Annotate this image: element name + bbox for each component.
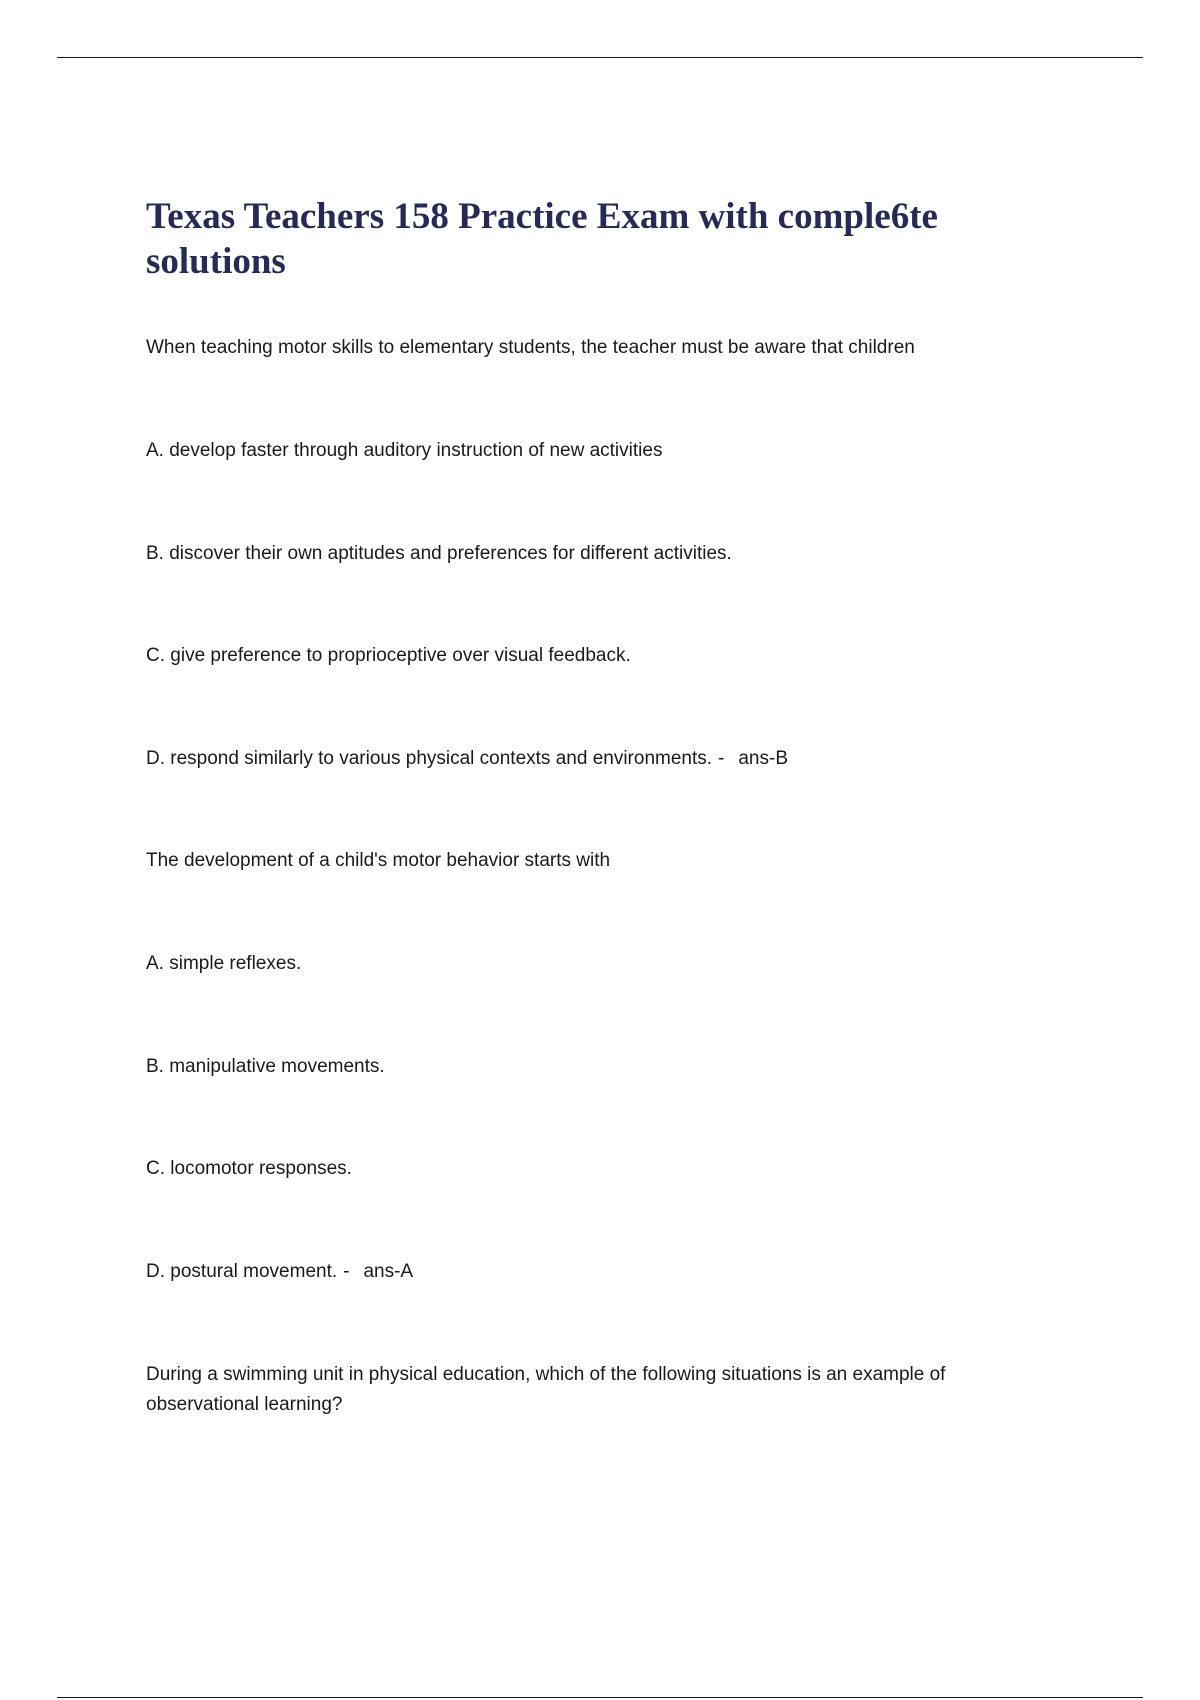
header-rule — [57, 57, 1143, 58]
document-title: Texas Teachers 158 Practice Exam with comple6te solutions — [146, 196, 938, 282]
question-2-option-a: A. simple reflexes. — [146, 953, 302, 974]
question-2-option-b: B. manipulative movements. — [146, 1056, 385, 1077]
question-1-option-d: D. respond similarly to various physical contexts and environments. — [146, 748, 713, 769]
question-2-prompt: The development of a child's motor behavior starts with — [146, 850, 611, 871]
question-1-answer-separator: - — [718, 748, 725, 769]
question-1-prompt: When teaching motor skills to elementary students, the teacher must be aware that children — [146, 337, 915, 358]
question-2-option-c: C. locomotor responses. — [146, 1158, 352, 1179]
question-3-prompt: During a swimming unit in physical education, which of the following situations is an example of observational learning? — [146, 1364, 946, 1415]
question-1-option-b: B. discover their own aptitudes and preferences for different activities. — [146, 543, 732, 564]
question-1-option-c: C. give preference to proprioceptive over visual feedback. — [146, 645, 631, 666]
question-1-option-a: A. develop faster through auditory instruction of new activities — [146, 440, 663, 461]
question-1-option-d-row — [146, 744, 1046, 774]
question-2-answer: ans-A — [363, 1261, 414, 1282]
footer-rule — [57, 1697, 1143, 1698]
question-2-answer-separator: - — [343, 1261, 350, 1282]
question-2-option-d: D. postural movement. — [146, 1261, 338, 1282]
question-1-answer: ans-B — [738, 748, 788, 769]
question-2-option-d-row — [146, 1257, 1046, 1287]
